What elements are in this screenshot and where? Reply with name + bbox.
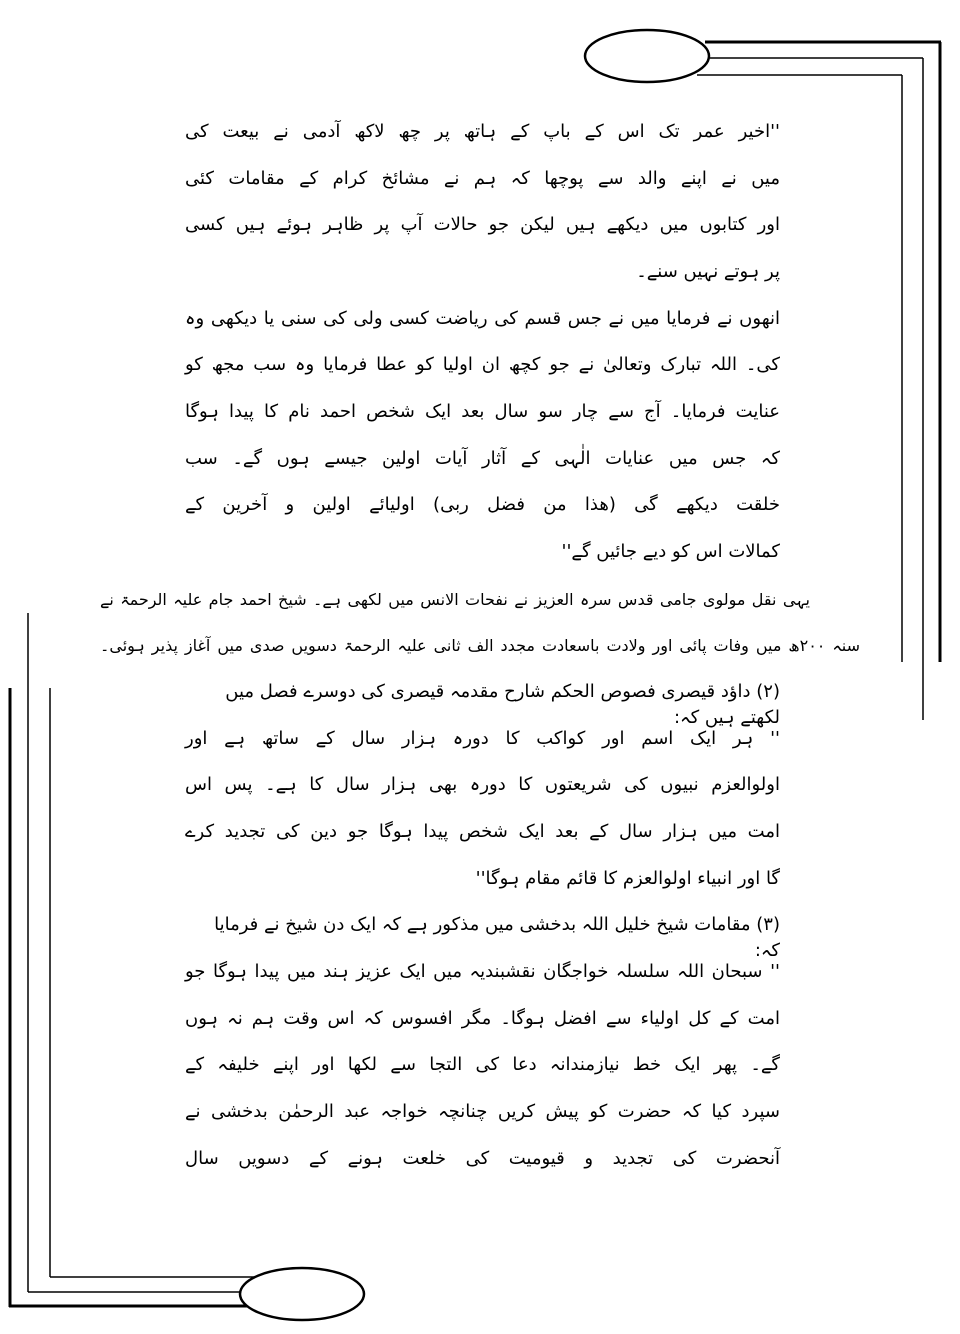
top-oval-ornament <box>585 30 709 82</box>
text-line: خلقت دیکھے گی (ھذا من فضل ربی) اولیائے اولین و آخرین کے <box>185 494 780 515</box>
text-line: اور کتابوں میں دیکھے ہیں لیکن جو حالات آپ پر ظاہر ہوئے ہیں کسی <box>185 214 780 235</box>
section-heading-3: (۳) مقامات شیخ خلیل اللہ بدخشی میں مذکور ہے کہ ایک دن شیخ نے فرمایا کہ: <box>214 914 780 961</box>
quote-line: '' سبحان اللہ سلسلہ خواجگان نقشبندیہ میں ایک عزیز ہند میں پیدا ہوگا جو <box>185 961 780 982</box>
quote-line: گے۔ پھر ایک خط نیازمندانہ دعا کی التجا سے لکھا اور اپنے خلیفہ کے <box>185 1054 780 1075</box>
quote-line: گا اور انبیاء اولوالعزم کا قائم مقام ہوگا'' <box>475 868 780 889</box>
text-line: کی۔ اللہ تبارک وتعالیٰ نے جو کچھ ان اولیا کو عطا فرمایا وہ سب مجھ کو <box>185 354 780 375</box>
text-line: عنایت فرمایا۔ آج سے چار سو سال بعد ایک شخص احمد نام کا پیدا ہوگا <box>185 401 780 422</box>
text-line: کمالات اس کو دیے جائیں گے'' <box>561 541 780 562</box>
quote-line: آنحضرت کی تجدید و قیومیت کی خلعت ہونے کے دسویں سال <box>185 1148 780 1169</box>
quote-line: اولوالعزم نبیوں کی شریعتوں کا دورہ بھی ہزار سال کا ہے۔ پس اس <box>185 774 780 795</box>
text-line: یہی نقل مولوی جامی قدس سرہ العزیز نے نفحات الانس میں لکھی ہے۔ شیخ احمد جام علیہ الرحمۃ نے <box>100 590 810 609</box>
text-line: انھوں نے فرمایا میں نے جس قسم کی ریاضت کسی ولی کی سنی یا دیکھی وہ <box>185 308 780 329</box>
quote-line: امت میں ہزار سال کے بعد ایک شخص پیدا ہوگا جو دین کی تجدید کرے <box>185 821 780 842</box>
quote-line: '' ہر ایک اسم اور کواکب کا دورہ ہزار سال کے ساتھ ہے اور <box>185 728 780 749</box>
quote-line: امت کے کل اولیاء سے افضل ہوگا۔ مگر افسوس کہ اس وقت ہم نہ ہوں <box>185 1008 780 1029</box>
text-line: میں نے اپنے والد سے پوچھا کہ ہم نے مشائخ کرام کے مقامات کئی <box>185 168 780 189</box>
quote-line: سپرد کیا کہ حضرت کو پیش کریں چنانچہ خواجہ عبد الرحمٰن بدخشی نے <box>185 1101 780 1122</box>
text-line: پر ہوتے نہیں سنے۔ <box>636 261 780 282</box>
section-heading-2: (۲) داؤد قیصری فصوص الحکم شارح مقدمہ قیصری کی دوسرے فصل میں لکھتے ہیں کہ: <box>225 681 780 728</box>
text-line: کہ جس میں عنایات الٰہی کے آثار آیات اولین جیسے ہوں گے۔ سب <box>185 448 780 469</box>
bottom-oval-ornament <box>240 1268 364 1320</box>
text-line: سنہ ۲۰۰ھ میں وفات پائی اور ولادت باسعادت مجدد الف ثانی علیہ الرحمۃ دسویں صدی میں آغاز پذیر ہوئی۔ <box>100 636 860 655</box>
text-line: ''اخیر عمر تک اس کے باپ کے ہاتھ پر چھ لاکھ آدمی نے بیعت کی <box>185 121 780 142</box>
